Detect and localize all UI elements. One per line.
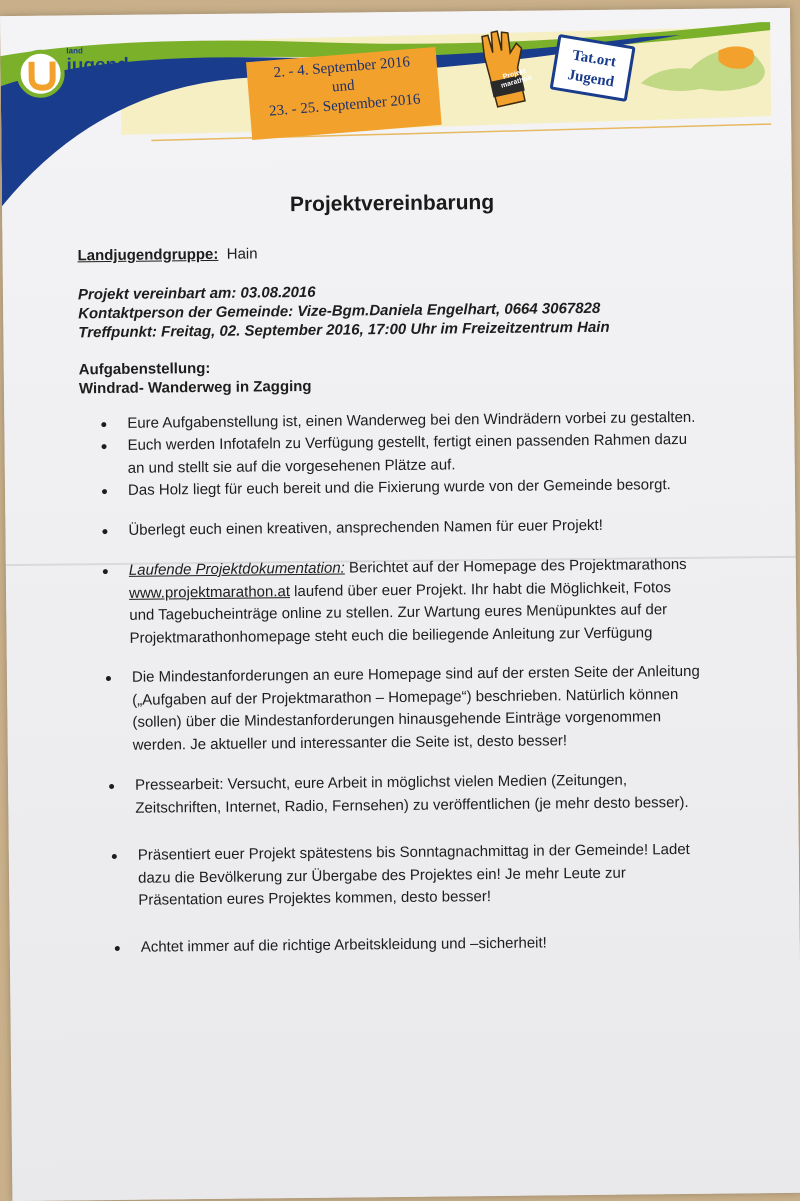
bullet-dot <box>102 444 107 449</box>
list-item <box>129 554 688 650</box>
bullet-dot <box>112 854 117 859</box>
list-item <box>128 474 671 502</box>
group-row <box>77 245 257 264</box>
bullet-text: Präsentiert euer Projekt spätestens bis Sonntagnachmittag in der Gemeinde! Ladet <box>137 840 690 864</box>
bullet-text: („Aufgaben auf der Projektmarathon – Homepage“) beschrieben. Natürlich können <box>132 685 679 709</box>
glove-label: Projekt marathon <box>500 67 533 90</box>
homepage-link[interactable]: www.projektmarathon.at <box>128 582 291 602</box>
bullet-text: und Tagebucheinträge online zu stellen. Zur Wartung eures Menüpunktes auf der <box>129 601 668 624</box>
date-line-2: und <box>331 77 356 96</box>
list-item <box>138 839 691 912</box>
tatort-line-1: Tat.ort <box>571 47 618 71</box>
agreed-date: Projekt vereinbart am: 03.08.2016 <box>77 283 316 304</box>
bullet-dot <box>109 784 114 789</box>
bullet-text: an und stellt sie auf die vorgesehenen Plätze auf. <box>127 455 456 477</box>
bullet-dot <box>102 489 107 494</box>
letterhead-banner <box>0 8 792 206</box>
bullet-dot <box>103 569 108 574</box>
bullet-text: Eure Aufgabenstellung ist, einen Wanderweg bei den Windrädern vorbei zu gestalten. <box>127 408 696 432</box>
logo-jugend-text: jugend <box>66 54 129 77</box>
bullet-text: Zeitschriften, Internet, Radio, Fernsehen) zu veröffentlichen (je mehr desto besser). <box>135 793 689 817</box>
bullet-text: Die Mindestanforderungen an eure Homepage sind auf der ersten Seite der Anleitung <box>131 662 700 686</box>
bullet-text: werden. Je aktueller und interessanter die Seite ist, desto besser! <box>132 731 568 754</box>
event-dates-box <box>246 47 442 140</box>
date-line-1: 2. - 4. September 2016 <box>273 54 411 82</box>
list-item <box>127 429 687 480</box>
bullet-text: Überlegt euch einen kreativen, ansprechenden Namen für euer Projekt! <box>128 516 603 539</box>
task-name: Windrad- Wanderweg in Zagging <box>78 377 312 398</box>
contact-person: Kontaktperson der Gemeinde: Vize-Bgm.Daniela Engelhart, 0664 3067828 <box>78 299 601 323</box>
bullet-dot <box>115 946 120 951</box>
group-value: Hain <box>226 245 258 263</box>
bullet-dot <box>101 422 106 427</box>
meeting-point: Treffpunkt: Freitag, 02. September 2016, 17:00 Uhr im Freizeitzentrum Hain <box>78 318 610 342</box>
list-item <box>141 932 547 959</box>
bullet-text: Pressearbeit: Versucht, eure Arbeit in möglichst vielen Medien (Zeitungen, <box>134 771 628 794</box>
tatort-line-2: Jugend <box>566 67 616 91</box>
list-item <box>128 515 603 542</box>
document-title: Projektvereinbarung <box>289 190 495 217</box>
logo-subtitle: niederösterreich <box>66 77 117 86</box>
bullet-dot <box>102 529 107 534</box>
bullet-text: Präsentation eures Projektes kommen, desto besser! <box>138 888 492 909</box>
bullet-text: dazu die Bevölkerung zur Übergabe des Projektes ein! Je mehr Leute zur <box>137 864 626 887</box>
documentation-text: laufend über euer Projekt. Ihr habt die Möglichkeit, Fotos <box>289 578 672 600</box>
date-line-3: 23. - 25. September 2016 <box>268 91 422 120</box>
bullet-text: Das Holz liegt für euch bereit und die Fixierung wurde von der Gemeinde besorgt. <box>127 476 671 499</box>
list-item <box>135 769 689 820</box>
documentation-intro: Berichtet auf der Homepage des Projektmarathons <box>344 555 687 577</box>
list-item <box>132 661 701 757</box>
bullet-dot <box>106 676 111 681</box>
documentation-heading: Laufende Projektdokumentation: <box>128 559 345 579</box>
bullet-text: Achtet immer auf die richtige Arbeitskleidung und –sicherheit! <box>140 934 547 956</box>
task-heading: Aufgabenstellung: <box>78 359 211 379</box>
logo-land-text: land <box>66 46 83 56</box>
bullet-text: Projektmarathonhomepage steht euch die beiliegende Anleitung zur Verfügung <box>129 623 653 647</box>
bullet-text: (sollen) über die Mindestanforderungen hinausgehende Einträge vorgenommen <box>132 708 662 731</box>
document-sheet <box>0 8 800 1201</box>
group-label: Landjugendgruppe: <box>77 245 219 265</box>
bullet-text: Euch werden Infotafeln zu Verfügung gestellt, fertigt einen passenden Rahmen dazu <box>127 430 688 454</box>
